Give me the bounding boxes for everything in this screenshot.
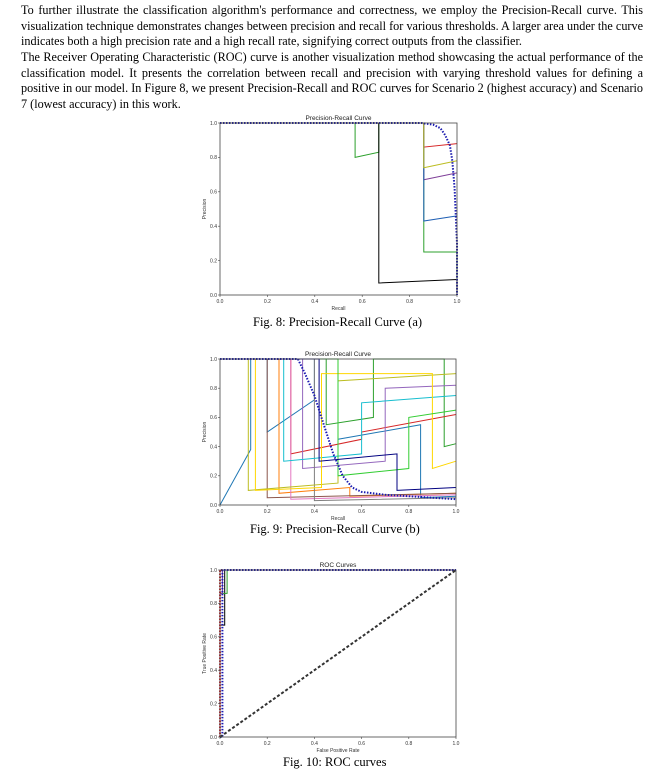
x-tick-label: 0.6 [358,741,366,747]
y-tick-label: 0.2 [210,258,217,265]
x-axis-label: Recall [331,516,345,522]
y-tick-label: 1.0 [210,120,217,127]
x-tick-label: 1.0 [452,741,460,747]
y-axis-label: Precision [202,421,208,443]
fig8-precision-recall-chart [196,113,468,313]
x-tick-label: 0.4 [310,741,318,747]
y-tick-label: 0.6 [210,189,217,196]
y-tick-label: 0.0 [210,502,217,509]
x-tick-label: 0.0 [216,299,224,305]
y-tick-label: 1.0 [210,567,217,574]
y-tick-label: 0.6 [210,634,217,641]
y-axis-label: True Positive Rate [202,633,208,674]
x-tick-label: 0.6 [358,299,366,305]
x-axis-label: False Positive Rate [316,748,360,753]
x-tick-label: 0.8 [406,299,414,305]
series-line-4 [220,123,457,221]
fig10-roc-chart [196,553,468,753]
fig10-caption: Fig. 10: ROC curves [283,755,387,769]
y-tick-label: 0.8 [210,601,217,608]
x-axis-label: Recall [331,306,346,312]
y-tick-label: 0.2 [210,701,217,708]
x-tick-label: 0.8 [405,741,413,747]
series-line-3 [220,123,457,180]
y-tick-label: 0.4 [210,224,217,230]
y-tick-label: 0.8 [210,386,217,392]
y-axis-label: Precision [202,198,208,220]
chart-title: Precision-Recall Curve [304,351,372,358]
y-tick-label: 0.0 [210,292,217,299]
x-tick-label: 0.2 [263,299,271,305]
y-tick-label: 1.0 [210,356,217,363]
fig9-precision-recall-chart [196,345,468,523]
plot-frame [220,123,457,295]
y-tick-label: 0.8 [210,155,217,162]
fig9-caption: Fig. 9: Precision-Recall Curve (b) [250,522,420,536]
x-tick-label: 0.6 [358,509,366,515]
x-tick-label: 0.0 [216,741,224,747]
paragraph-1: To further illustrate the classification algorithm's performance and correctness, we employ the Precision-Recall curve. This visualization technique demonstrates changes between precision and recall for various thresholds. A larger area under the curve indicates both a high precision rate and a high recall rate, signifying correct outputs from the classifier. [21,3,643,49]
y-tick-label: 0.0 [210,734,217,741]
series-line-2 [220,123,457,147]
fig8-caption: Fig. 8: Precision-Recall Curve (a) [253,315,423,329]
chart-title: Precision-Recall Curve [305,115,372,122]
x-tick-label: 0.2 [263,741,271,747]
y-tick-label: 0.2 [210,473,217,480]
y-tick-label: 0.4 [210,444,217,451]
series-line-1 [220,123,457,295]
x-tick-label: 0.0 [216,509,224,515]
y-tick-label: 0.6 [210,415,217,422]
x-tick-label: 1.0 [452,509,460,515]
x-tick-label: 0.4 [311,299,319,305]
series-line-5 [220,570,456,737]
series-line-5 [220,123,457,168]
chart-title: ROC Curves [319,562,357,569]
x-tick-label: 0.8 [405,509,413,515]
x-tick-label: 0.2 [263,509,271,515]
series-line-6 [220,123,457,295]
paragraph-2: The Receiver Operating Characteristic (ROC) curve is another visualization method showcasing the actual performance of the classification model. It presents the correlation between recall and precision with varying threshold values for defining a positive in our model. In Figure 8, we present Precision-Recall and ROC curves for Scenario 2 (highest accuracy) and Scenario 7 (lowest accuracy) in this work. [21,50,643,111]
x-tick-label: 1.0 [453,299,461,305]
y-tick-label: 0.4 [210,668,217,674]
x-tick-label: 0.4 [310,509,318,515]
series-line-0 [220,123,457,295]
